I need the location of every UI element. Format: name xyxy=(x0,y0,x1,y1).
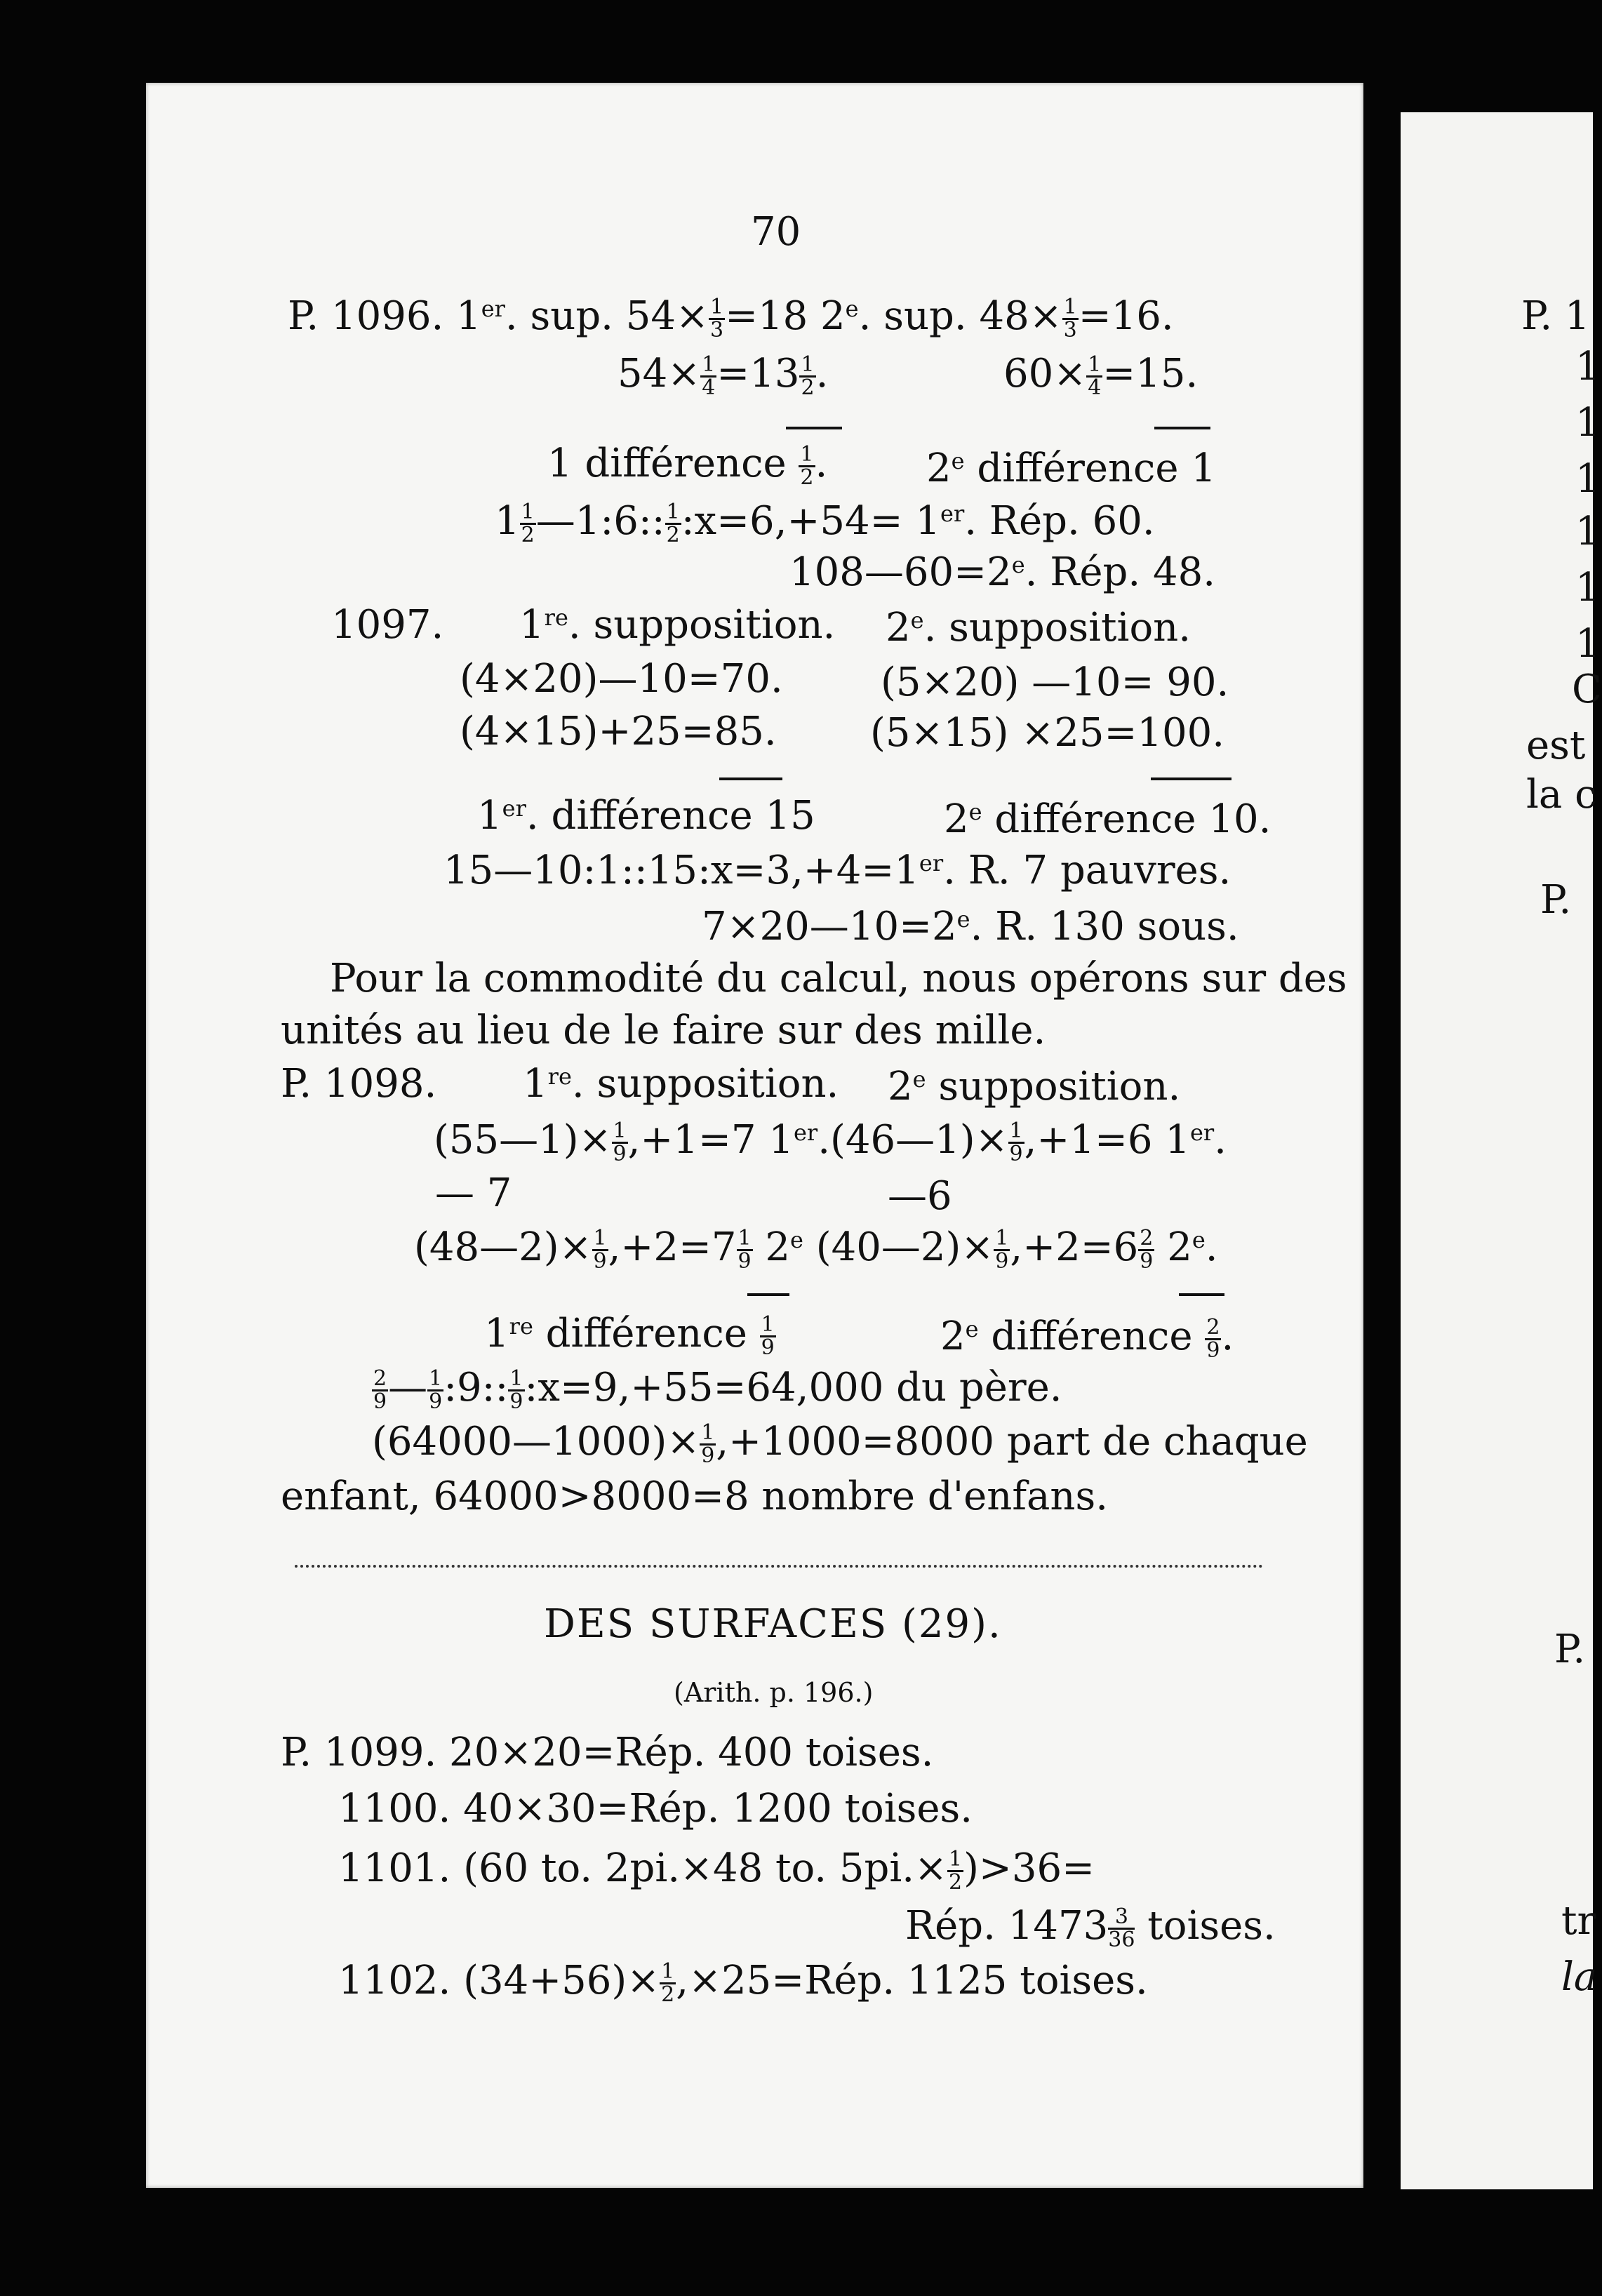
fraction-one-ninth-4: $\frac{1}{9}$ xyxy=(737,1226,752,1274)
paragraph-line: enfant, 64000>8000=8 nombre d'enfans. xyxy=(281,1474,1109,1519)
proportion-line: 15—10:1::15:x=3,+4=1er. R. 7 pauvres. xyxy=(443,848,1231,893)
fraction-three-36: $\frac{3}{36}$ xyxy=(1108,1904,1135,1952)
fraction-one-ninth-2: $\frac{1}{9}$ xyxy=(1009,1119,1023,1166)
calc-line: (5×20) —10= 90. xyxy=(881,660,1229,705)
calc-line: (55—1)× $\frac{1}{9}$ ,+1=7 1er.(46—1)× $\frac{1}{9}$ ,+1=6 1er. xyxy=(434,1117,1227,1166)
fraction-two-ninths-2: $\frac{2}{9}$ xyxy=(1206,1315,1220,1363)
adjacent-fragment: 1 xyxy=(1575,621,1601,667)
first-supposition-label: 1re. supposition. xyxy=(523,1061,839,1107)
calc-line: (5×15) ×25=100. xyxy=(870,710,1225,756)
difference-line-2: 2e différence 1 xyxy=(926,446,1216,491)
fraction-one-ninth-3: $\frac{1}{9}$ xyxy=(593,1226,607,1274)
problem-1096-line-1: P. 1096. 1er. sup. 54× $\frac{1}{3}$ =18 2e. sup. 48× $\frac{1}{3}$ =16. xyxy=(288,293,1174,342)
section-heading: DES SURFACES (29). xyxy=(544,1601,1002,1647)
problem-1101: 1101. (60 to. 2pi.×48 to. 5pi.× $\frac{1}{2}$ )>36= xyxy=(338,1846,1095,1895)
fraction-one-third-2: $\frac{1}{3}$ xyxy=(1063,295,1077,342)
difference-line: 1er. différence 15 xyxy=(477,793,815,839)
section-subheading: (Arith. p. 196.) xyxy=(674,1677,874,1708)
adjacent-fragment: 1 xyxy=(1575,509,1601,554)
underline-dash xyxy=(786,427,842,429)
fraction-one-half-5: $\frac{1}{2}$ xyxy=(948,1847,963,1895)
fraction-one-quarter: $\frac{1}{4}$ xyxy=(702,352,716,400)
underline-dash xyxy=(747,1293,789,1296)
underline-dash xyxy=(1154,427,1210,429)
adjacent-fragment: tr xyxy=(1561,1898,1596,1944)
fraction-one-half-4: $\frac{1}{2}$ xyxy=(666,500,680,547)
proportion-line: 1 $\frac{1}{2}$ —1:6:: $\frac{1}{2}$ :x=6,+54= 1er. Rép. 60. xyxy=(495,498,1155,547)
problem-1096-line-2b: 60× $\frac{1}{4}$ =15. xyxy=(1003,351,1199,400)
fraction-one-ninth-6: $\frac{1}{9}$ xyxy=(761,1312,775,1360)
problem-1097-number: 1097. xyxy=(331,602,444,648)
paragraph-line: unités au lieu de le faire sur des mille. xyxy=(281,1008,1046,1053)
paragraph-line: Pour la commodité du calcul, nous opérons sur des xyxy=(330,956,1347,1001)
underline-dash xyxy=(1179,1293,1224,1296)
adjacent-fragment: P. xyxy=(1554,1627,1586,1672)
problem-1100: 1100. 40×30=Rép. 1200 toises. xyxy=(338,1786,973,1831)
difference-line-2: 2e différence $\frac{2}{9}$ . xyxy=(940,1314,1234,1363)
fraction-one-half: $\frac{1}{2}$ xyxy=(801,352,815,400)
adjacent-page xyxy=(1401,112,1593,2189)
calc-line: (4×15)+25=85. xyxy=(460,709,777,754)
adjacent-fragment: 1 xyxy=(1575,565,1601,610)
proportion-line: $\frac{2}{9}$ — $\frac{1}{9}$ :9:: $\frac{1}{9}$ :x=9,+55=64,000 du père. xyxy=(373,1365,1062,1414)
calc-line: — 7 xyxy=(435,1170,512,1216)
problem-1099: P. 1099. 20×20=Rép. 400 toises. xyxy=(281,1730,934,1775)
difference-line: 1 différence $\frac{1}{2}$ . xyxy=(547,441,828,490)
fraction-two-ninths: $\frac{2}{9}$ xyxy=(1140,1226,1154,1274)
fraction-one-ninth-9: $\frac{1}{9}$ xyxy=(701,1420,715,1468)
calc-line: (4×20)—10=70. xyxy=(460,656,783,702)
difference-line: 1re différence $\frac{1}{9}$ xyxy=(484,1311,775,1360)
adjacent-fragment: 1 xyxy=(1575,456,1601,502)
fraction-one-half-6: $\frac{1}{2}$ xyxy=(661,1959,675,2007)
problem-1101-answer: Rép. 1473 $\frac{3}{36}$ toises. xyxy=(905,1903,1276,1952)
fraction-one-third: $\frac{1}{3}$ xyxy=(709,295,724,342)
adjacent-fragment: 1 xyxy=(1575,344,1601,389)
fraction-two-ninths-3: $\frac{2}{9}$ xyxy=(373,1366,387,1414)
adjacent-fragment: 1 xyxy=(1575,400,1601,446)
fraction-one-quarter-2: $\frac{1}{4}$ xyxy=(1088,352,1102,400)
second-supposition-label: 2e. supposition. xyxy=(886,605,1192,650)
section-divider xyxy=(295,1565,1263,1568)
adjacent-fragment: la c xyxy=(1526,772,1597,817)
problem-1102: 1102. (34+56)× $\frac{1}{2}$ ,×25=Rép. 1125 toises. xyxy=(338,1958,1148,2007)
adjacent-fragment: P. 1 xyxy=(1521,293,1590,339)
fraction-one-ninth-5: $\frac{1}{9}$ xyxy=(995,1226,1009,1274)
adjacent-fragment: la xyxy=(1561,1954,1598,2000)
problem-1096-line-2: 54× $\frac{1}{4}$ =13 $\frac{1}{2}$ . xyxy=(618,351,829,400)
fraction-one-ninth-7: $\frac{1}{9}$ xyxy=(429,1366,443,1414)
underline-dash xyxy=(1151,777,1231,780)
first-supposition-label: 1re. supposition. xyxy=(519,602,836,648)
page-number: 70 xyxy=(751,209,801,255)
calc-line: (48—2)× $\frac{1}{9}$ ,+2=7 $\frac{1}{9}$ 2e (40—2)× $\frac{1}{9}$ ,+2=6 $\frac{2}{9}$ 2e. xyxy=(414,1224,1218,1274)
adjacent-fragment: est xyxy=(1526,723,1586,768)
fraction-one-ninth-8: $\frac{1}{9}$ xyxy=(509,1366,523,1414)
answer-line: $7\times 20—10=2^e$. R. 130 sous. xyxy=(702,904,1239,949)
answer-line: $108—60=2^e$. Rép. 48. xyxy=(789,549,1216,595)
fraction-one-half-3: $\frac{1}{2}$ xyxy=(521,500,535,547)
underline-dash xyxy=(719,777,782,780)
fraction-one-half-2: $\frac{1}{2}$ xyxy=(800,442,814,490)
calc-line: —6 xyxy=(888,1173,952,1219)
adjacent-fragment: C xyxy=(1572,667,1602,712)
problem-1098-number: P. 1098. xyxy=(281,1061,437,1107)
difference-line-2: 2e différence 10. xyxy=(944,796,1271,842)
paragraph-line: (64000—1000)× $\frac{1}{9}$ ,+1000=8000 part de chaque xyxy=(372,1419,1308,1468)
second-supposition-label: 2e supposition. xyxy=(888,1064,1181,1109)
fraction-one-ninth: $\frac{1}{9}$ xyxy=(613,1119,627,1166)
adjacent-fragment: P. xyxy=(1540,877,1572,923)
